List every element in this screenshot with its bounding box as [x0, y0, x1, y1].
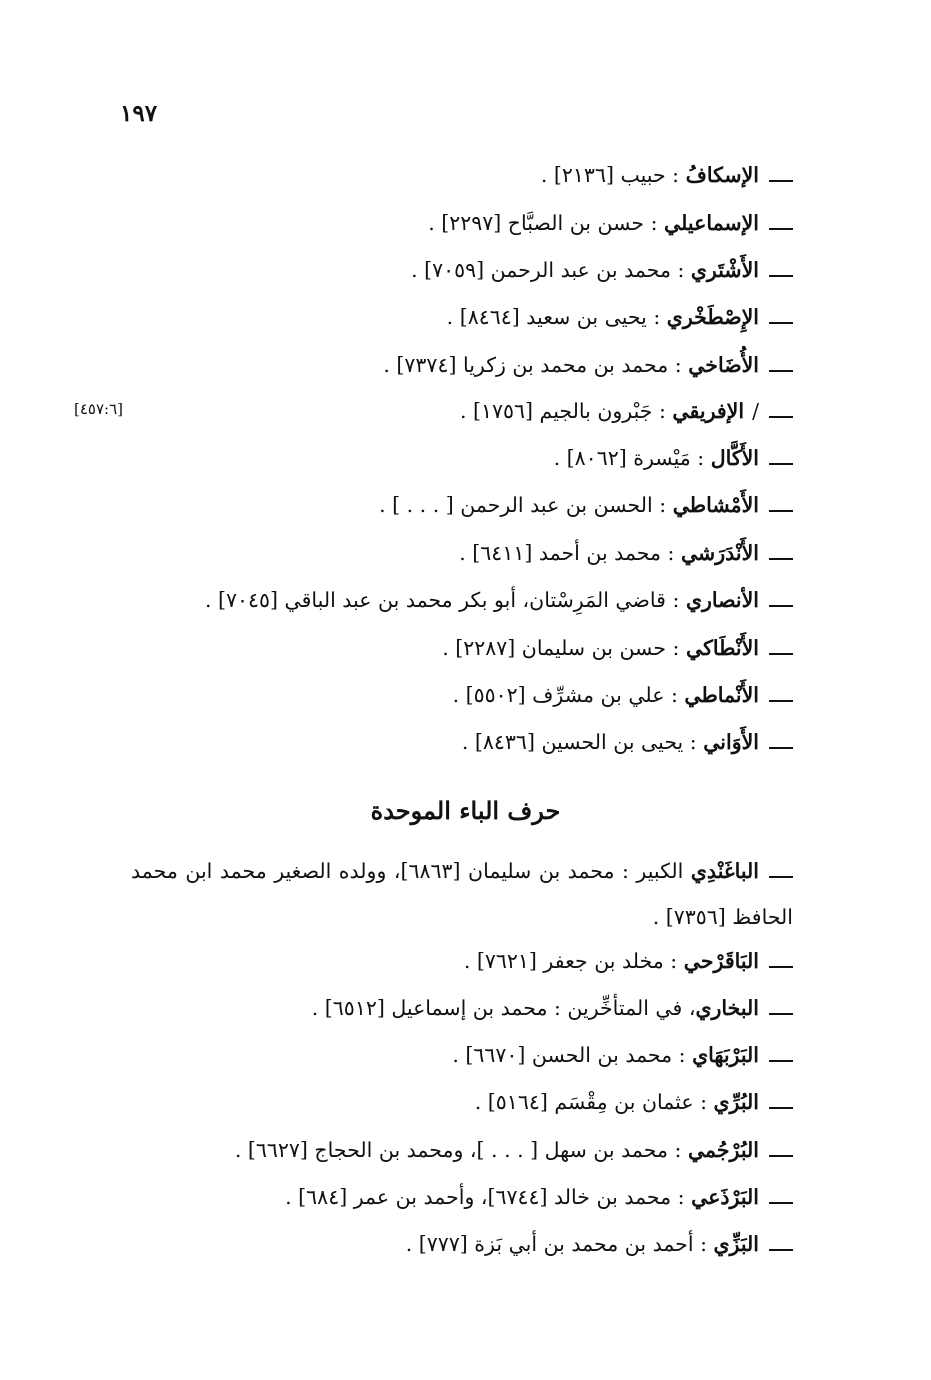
dash-marker — [769, 1107, 793, 1109]
entry-term: البُرْجُمي — [687, 1138, 759, 1162]
entry-term: الأَنْماطي — [684, 683, 759, 707]
dash-marker — [769, 653, 793, 655]
dash-marker — [769, 605, 793, 607]
list-item — [459, 538, 793, 568]
entry-term: الإسكافُ — [685, 163, 759, 187]
list-item — [475, 1087, 793, 1117]
entry-term: البَاقَرْحي — [683, 949, 759, 973]
list-item — [464, 946, 793, 976]
list-item — [235, 1135, 793, 1165]
dash-marker — [769, 463, 793, 465]
entry-term: البَرْذَعي — [691, 1185, 759, 1209]
list-item — [131, 848, 793, 940]
entry-term: الأُضَاخي — [688, 353, 759, 377]
entry-text: : يحيى بن الحسين [٨٤٣٦] . — [461, 730, 697, 754]
list-item — [460, 396, 793, 426]
section-heading: حرف الباء الموحدة — [370, 796, 561, 825]
entry-text: : محمد بن أحمد [٦٤١١] . — [459, 541, 675, 565]
entry-text: : علي بن مشرِّف [٥٥٠٢] . — [452, 683, 678, 707]
dash-marker — [769, 275, 793, 277]
list-item — [541, 160, 793, 190]
entry-text: : عثمان بن مِقْسَم [٥١٦٤] . — [474, 1090, 707, 1114]
entry-term: الأَنْدَرَشي — [680, 541, 759, 565]
entry-term: البُرِّي — [713, 1090, 759, 1114]
list-item — [379, 490, 793, 520]
dash-marker — [769, 747, 793, 749]
entry-text: : حسن بن سليمان [٢٢٨٧] . — [442, 636, 680, 660]
entry-text: : يحيى بن سعيد [٨٤٦٤] . — [446, 305, 661, 329]
dash-marker — [769, 558, 793, 560]
entry-text: ، في المتأخِّرين : محمد بن إسماعيل [٦٥١٢] . — [311, 996, 696, 1020]
list-item — [205, 585, 793, 615]
entry-text: : حبيب [٢١٣٦] . — [540, 163, 680, 187]
entry-term: الأنصاري — [685, 588, 759, 612]
dash-marker — [769, 228, 793, 230]
entry-term: الإفريقي — [672, 399, 745, 423]
entry-text: : محمد بن خالد [٦٧٤٤]، وأحمد بن عمر [٦٨٤] . — [285, 1185, 685, 1209]
slash-marker: / — [752, 399, 759, 423]
entry-term: الإِصْطَخْري — [666, 305, 759, 329]
dash-marker — [769, 180, 793, 182]
entry-term: الأَكَّال — [710, 446, 759, 470]
margin-note: [٤٥٧:٦] — [74, 400, 123, 418]
entry-term: البَزِّي — [713, 1232, 759, 1256]
entry-text: : أحمد بن محمد بن أبي بَزة [٧٧٧] . — [405, 1232, 707, 1256]
dash-marker — [769, 1013, 793, 1015]
entry-text: : الحسن بن عبد الرحمن [ . . . ] . — [379, 493, 667, 517]
dash-marker — [769, 416, 793, 418]
entry-term: الباغَنْدِي — [690, 859, 759, 883]
list-item — [312, 993, 793, 1023]
list-item — [411, 255, 793, 285]
list-item — [383, 350, 793, 380]
entry-text: : حسن بن الصبَّاح [٢٢٩٧] . — [428, 211, 658, 235]
entry-text: : محمد بن الحسن [٦٦٧٠] . — [452, 1043, 686, 1067]
entry-text: : مخلد بن جعفر [٧٦٢١] . — [463, 949, 678, 973]
dash-marker — [769, 370, 793, 372]
list-item — [453, 680, 793, 710]
entry-text: : قاضي المَرِسْتان، أبو بكر محمد بن عبد الباقي [٧٠٤٥] . — [204, 588, 680, 612]
entry-term: الأَمْشاطي — [672, 493, 759, 517]
list-item — [428, 208, 793, 238]
entry-text: الكبير : محمد بن سليمان [٦٨٦٣]، وولده الصغير محمد ابن محمد الحافظ [٧٣٥٦] . — [131, 859, 793, 929]
entry-text: : محمد بن عبد الرحمن [٧٠٥٩] . — [411, 258, 685, 282]
dash-marker — [769, 966, 793, 968]
entry-term: البخاري — [695, 996, 759, 1020]
entry-text: : محمد بن سهل [ . . . ]، ومحمد بن الحجاج [٦٦٢٧] . — [234, 1138, 682, 1162]
list-item — [447, 302, 793, 332]
dash-marker — [769, 700, 793, 702]
list-item — [462, 727, 793, 757]
entry-term: البَرْبَهَاي — [692, 1043, 759, 1067]
list-item — [285, 1182, 793, 1212]
dash-marker — [769, 510, 793, 512]
entry-text: : محمد بن محمد بن زكريا [٧٣٧٤] . — [383, 353, 682, 377]
entry-text: : جَبْرون بالجيم [١٧٥٦] . — [459, 399, 666, 423]
dash-marker — [769, 1155, 793, 1157]
dash-marker — [769, 1249, 793, 1251]
entry-term: الأَشْتَري — [690, 258, 759, 282]
list-item — [452, 1040, 793, 1070]
page-number: ١٩٧ — [120, 100, 158, 127]
entry-term: الأَوَاني — [703, 730, 759, 754]
dash-marker — [769, 876, 793, 878]
dash-marker — [769, 322, 793, 324]
list-item — [442, 633, 793, 663]
dash-marker — [769, 1060, 793, 1062]
entry-term: الإسماعيلي — [664, 211, 759, 235]
dash-marker — [769, 1202, 793, 1204]
list-item — [406, 1229, 793, 1259]
entry-text: : مَيْسرة [٨٠٦٢] . — [553, 446, 705, 470]
entry-term: الأَنْطَاكي — [685, 636, 759, 660]
list-item — [554, 443, 793, 473]
